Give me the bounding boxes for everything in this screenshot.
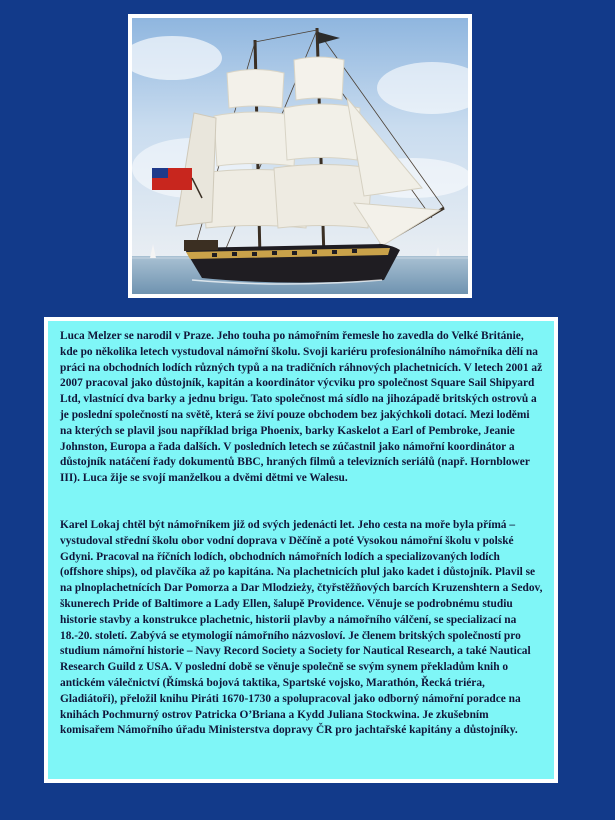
text-frame <box>44 317 558 783</box>
photo-frame <box>128 14 472 298</box>
biography-karel-lokaj: Karel Lokaj chtěl být námořníkem již od svých jedenácti let. Jeho cesta na moře byla přímá – vystudoval střední školu obor vodní doprava v Děčíně a poté Vysokou námořní školu v polské Gdyni. Pracoval na říčních lodích, obchodních námořních lodích a specializovaných lodích (offshore ships), od plavčíka až po kapitána. Na plachetnicích plul jako kadet i důstojník. Plavil se na plnoplachetnících Dar Pomorza a Dar Mlodzieży, čtyřstěžňových barcích Kruzenshtern a Sedov, škunerech Pride of Baltimore a Lady Ellen, šalupě Providence. Věnuje se podrobnému studiu historie stavby a konstrukce plachetnic, historii plavby a námořního válčení, se specializací na 18.-20. století. Zabývá se etymologií námořního názvosloví. Je členem britských společností pro studium námořní historie – Navy Record Society a Society for Nautical Research, a také Nautical Research Guild z USA. V poslední době se věnuje společně se svým synem překladům knih o antickém válečnictví (Římská bojová taktika, Spartské vojsko, Marathón, Řecká triéra, Gladiátoři), přeložil knihu Piráti 1670-1730 a spolupracoval jako odborný námořní poradce na knihách Pochmurný ostrov Patricka O’Briana a Kydd Juliana Stockwina. Je zkušebním komisařem Námořního úřadu Ministerstva dopravy ČR pro jachtařské kapitány a důstojníky. <box>60 518 543 737</box>
biography-box <box>48 321 554 779</box>
ship-photo <box>132 18 468 294</box>
tall-ship-icon <box>132 18 468 294</box>
biography-luca-melzer: Luca Melzer se narodil v Praze. Jeho touha po námořním řemesle ho zavedla do Velké Británie, kde po několika letech vystudoval námořní školu. Svoji kariéru profesionálního námořníka dělí na práci na obchodních lodích různých typů a na tradičních ráhnových plachetnicích. V letech 2001 až 2007 pracoval jako důstojník, kapitán a koordinátor výcviku pro společnost Square Sail Shipyard Ltd, vlastnící dva barky a jednu brigu. Tato společnost má sídlo na jihozápadě britských ostrovů a je poslední společností na světě, která se živí pouze obchodem bez jakýchkoli dotací. Mezi loděmi na kterých se plavil jsou například briga Phoenix, barky Kaskelot a Earl of Pembroke, Jeanie Johnston, Europa a řada dalších. V posledních letech se zúčastnil jako námořní koordinátor a důstojník natáčení řady dokumentů BBC, hraných filmů a televizních seriálů (např. Hornblower III). Luca žije se svojí manželkou a dvěmi dětmi ve Walesu. <box>60 330 543 485</box>
